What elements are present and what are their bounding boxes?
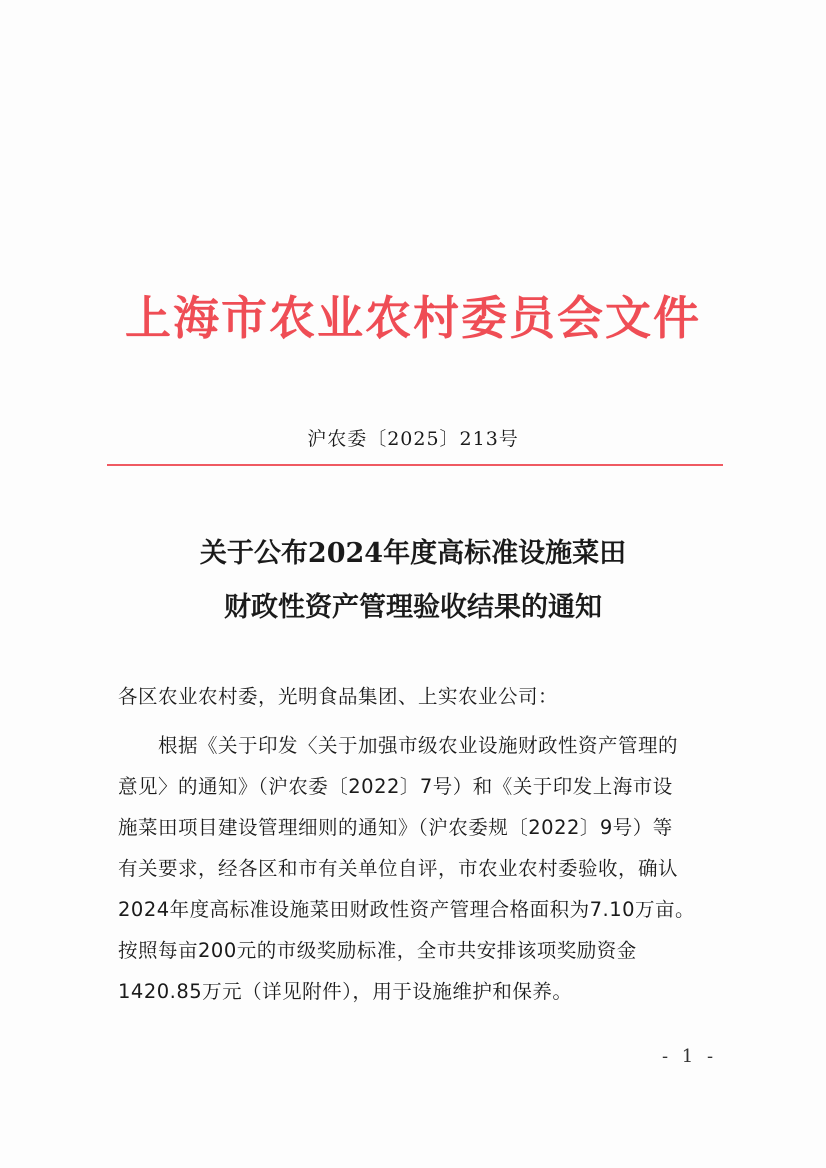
- body-line-6: 按照每亩200元的市级奖励标准，全市共安排该项奖励资金: [118, 939, 637, 962]
- masthead-title: 上海市农业农村委员会文件: [125, 291, 701, 345]
- body-line-1: 根据《关于印发〈关于加强市级农业设施财政性资产管理的: [118, 734, 679, 757]
- salutation-line: 各区农业农村委，光明食品集团、上实农业公司：: [118, 685, 559, 708]
- body-line-5: 2024年度高标准设施菜田财政性资产管理合格面积为7.10万亩。: [118, 898, 696, 921]
- notice-title-line-1: 关于公布2024年度高标准设施菜田: [199, 538, 627, 569]
- body-line-2: 意见〉的通知》（沪农委〔2022〕7号）和《关于印发上海市设: [118, 775, 673, 798]
- body-line-3: 施菜田项目建设管理细则的通知》（沪农委规〔2022〕9号）等: [118, 816, 673, 839]
- notice-title-line-2: 财政性资产管理验收结果的通知: [224, 592, 602, 623]
- page-number: - 1 -: [662, 1046, 718, 1067]
- red-separator-rule: [107, 464, 723, 466]
- document-number: 沪农委〔2025〕213号: [307, 428, 519, 450]
- body-line-4: 有关要求，经各区和市有关单位自评，市农业农村委验收，确认: [118, 857, 679, 880]
- body-line-7: 1420.85万元（详见附件），用于设施维护和保养。: [118, 980, 573, 1003]
